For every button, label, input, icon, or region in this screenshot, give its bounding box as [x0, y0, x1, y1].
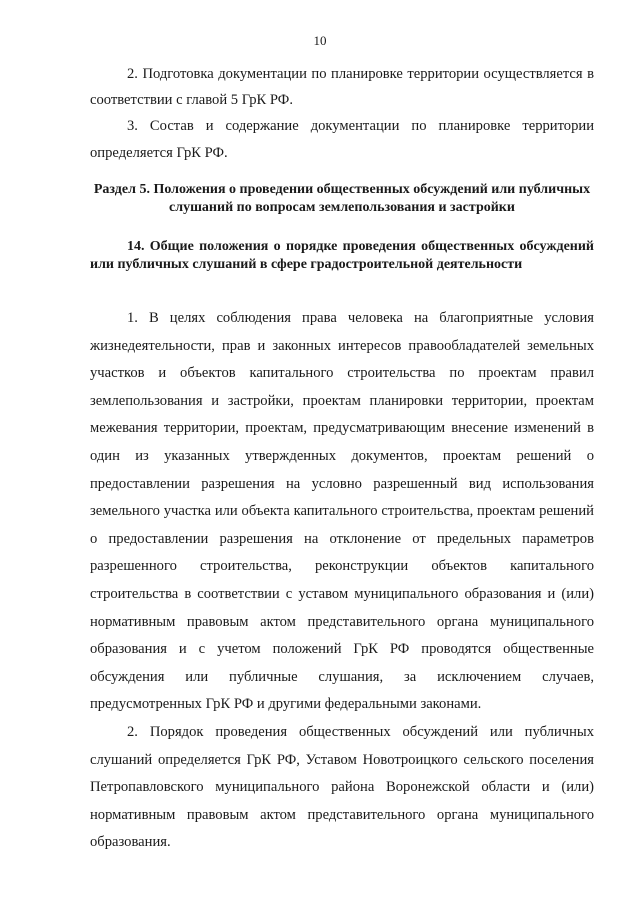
section-title: Раздел 5. Положения о проведении общественных обсуждений или публичных слушаний по вопросам землепользования и застройки: [93, 182, 591, 215]
page-number: 10: [313, 33, 327, 48]
main-block: [90, 305, 594, 857]
paragraph: 2. Порядок проведения общественных обсуждений или публичных слушаний определяется ГрК РФ, Уставом Новотроицкого сельского поселения Петропавловского муниципального района Воронежской области и (или) нормативным правовым актом представительного органа муниципального образования.: [90, 723, 594, 851]
paragraph: 3. Состав и содержание документации по планировке территории определяется ГрК РФ.: [90, 118, 594, 161]
paragraph: 2. Подготовка документации по планировке территории осуществляется в соответствии с главой 5 ГрК РФ.: [90, 66, 594, 109]
subsection-title: 14. Общие положения о порядке проведения общественных обсуждений или публичных слушаний в сфере градостроительной деятельности: [90, 239, 594, 272]
intro-block: [90, 61, 594, 166]
paragraph: 1. В целях соблюдения права человека на благоприятные условия жизнедеятельности, прав и законных интересов правообладателей земельных участков и объектов капитального строительства по проектам правил землепользования и застройки, проектам планировки территории, проектам межевания территории, проектам, предусматривающим внесение изменений в один из указанных утвержденных документов, проектам решений о предоставлении разрешения на условно разрешенный вид использования земельного участка или объекта капитального строительства, проектам решений о предоставлении разрешения на отклонение от предельных параметров разрешенного строительства, реконструкции объектов капитального строительства в соответствии с уставом муниципального образования и (или) нормативным правовым актом представительного органа муниципального образования и с учетом положений ГрК РФ проводятся общественные обсуждения или публичные слушания, за исключением случаев, предусмотренных ГрК РФ и другими федеральными законами.: [90, 310, 594, 713]
